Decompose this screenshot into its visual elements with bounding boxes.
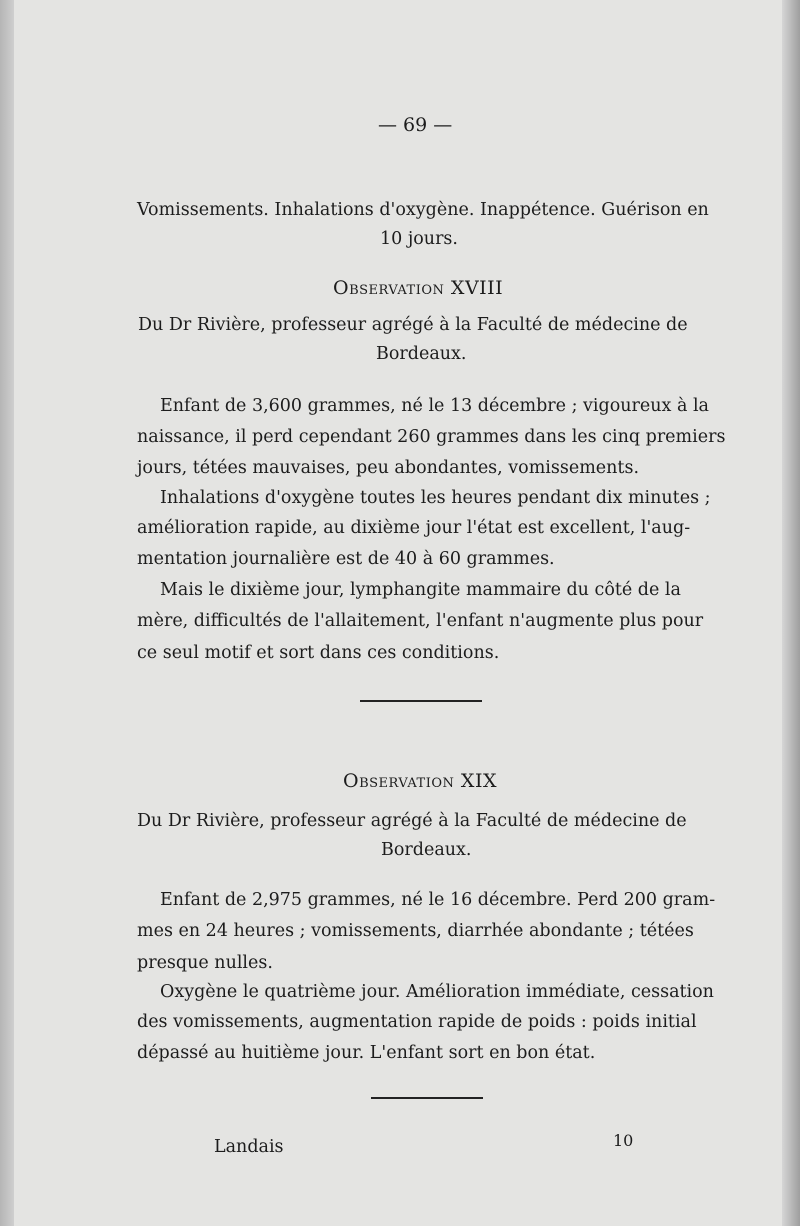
- observation-18-author-line-1: Du Dr Rivière, professeur agrégé à la Faculté de médecine de: [138, 315, 688, 335]
- obs18-p3-l2: mère, difficultés de l'allaitement, l'enfant n'augmente plus pour: [137, 611, 704, 631]
- intro-line-2: 10 jours.: [380, 229, 458, 249]
- observation-18-title: Observation XVIII: [333, 277, 504, 299]
- section-divider-2: [371, 1097, 483, 1099]
- obs19-p2-l2: des vomissements, augmentation rapide de poids : poids initial: [137, 1012, 697, 1032]
- intro-line-1: [137, 200, 709, 220]
- observation-18-author-line-2: Bordeaux.: [376, 344, 467, 364]
- intro-line-1-text: Vomissements. Inhalations d'oxygène. Inappétence. Guérison en: [137, 200, 709, 220]
- page-number: — 69 —: [378, 114, 453, 136]
- scan-edge-left: [0, 0, 14, 1226]
- obs18-p1-l2: naissance, il perd cependant 260 grammes dans les cinq premiers: [137, 427, 726, 447]
- obs18-p2-l1: Inhalations d'oxygène toutes les heures pendant dix minutes ;: [160, 488, 711, 508]
- obs18-p1-l3: jours, tétées mauvaises, peu abondantes, vomissements.: [137, 458, 640, 478]
- section-divider-1: [360, 700, 482, 702]
- observation-19-author-line-2: Bordeaux.: [381, 840, 472, 860]
- footer-author: Landais: [214, 1137, 284, 1157]
- footer-signature-number: 10: [613, 1131, 634, 1150]
- obs18-p2-l3: mentation journalière est de 40 à 60 grammes.: [137, 549, 555, 569]
- obs18-p1-l1: Enfant de 3,600 grammes, né le 13 décembre ; vigoureux à la: [160, 396, 709, 416]
- observation-19-title: Observation XIX: [343, 770, 497, 792]
- obs19-p1-l1: Enfant de 2,975 grammes, né le 16 décembre. Perd 200 gram-: [160, 890, 716, 910]
- obs18-p2-l2: amélioration rapide, au dixième jour l'état est excellent, l'aug-: [137, 518, 691, 538]
- scan-edge-right: [782, 0, 800, 1226]
- obs18-p3-l3: ce seul motif et sort dans ces conditions.: [137, 643, 500, 663]
- obs18-p3-l1: Mais le dixième jour, lymphangite mammaire du côté de la: [160, 580, 681, 600]
- observation-19-author-line-1: Du Dr Rivière, professeur agrégé à la Faculté de médecine de: [137, 811, 687, 831]
- obs19-p2-l1: Oxygène le quatrième jour. Amélioration immédiate, cessation: [160, 982, 714, 1002]
- obs19-p2-l3: dépassé au huitième jour. L'enfant sort en bon état.: [137, 1043, 596, 1063]
- obs19-p1-l3: presque nulles.: [137, 953, 273, 973]
- obs19-p1-l2: mes en 24 heures ; vomissements, diarrhée abondante ; tétées: [137, 921, 694, 941]
